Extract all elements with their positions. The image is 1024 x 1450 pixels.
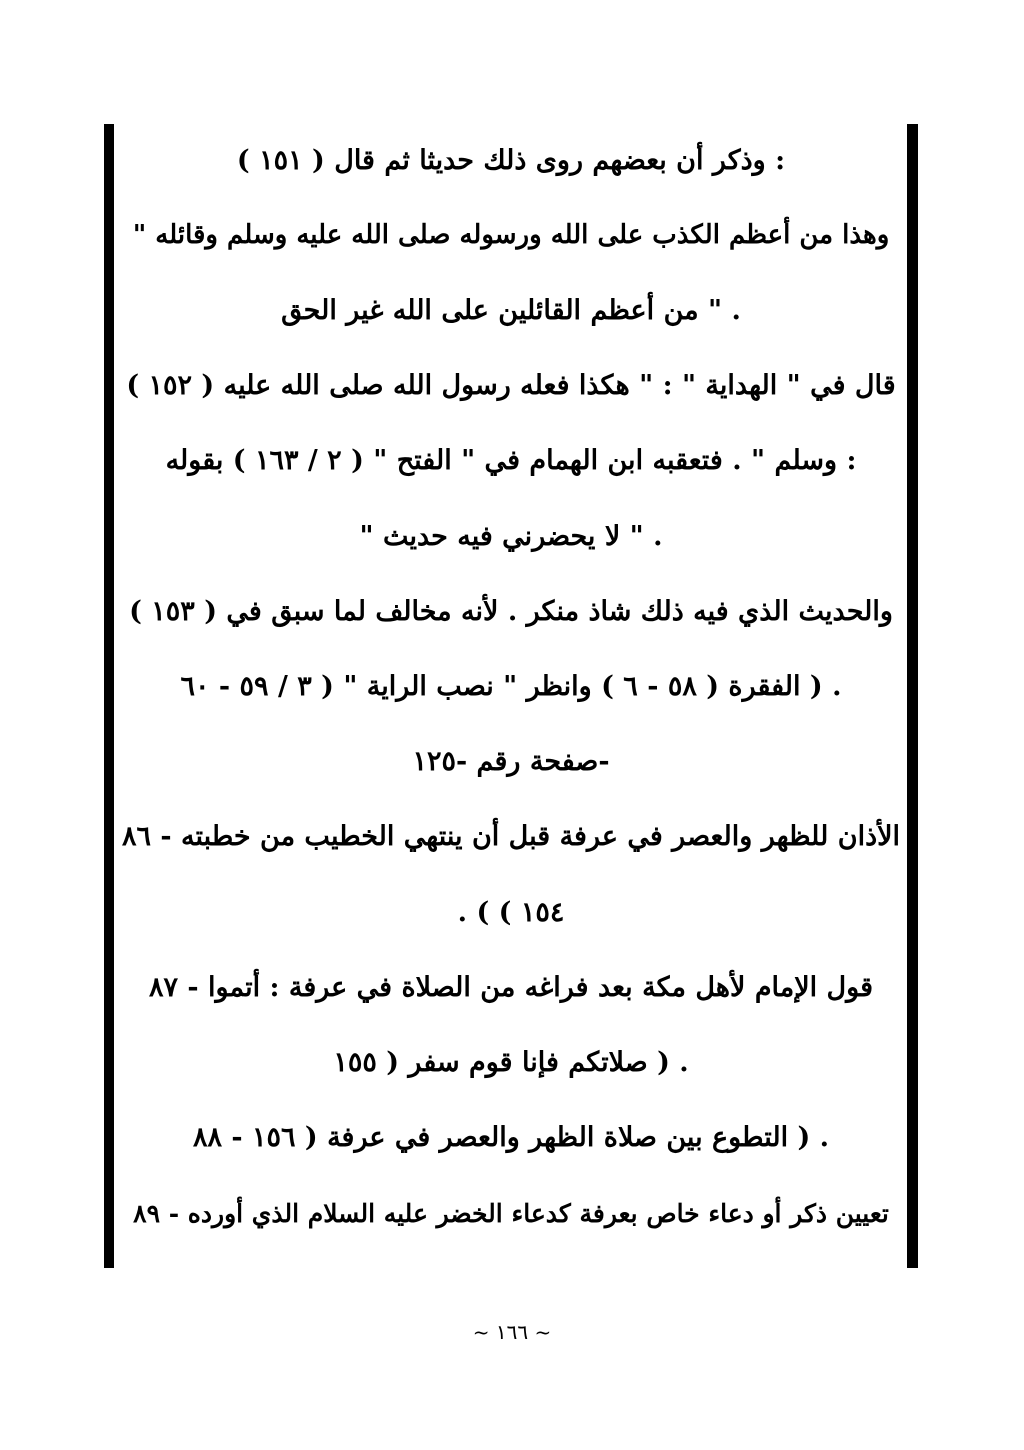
text-line: . " من أعظم القائلين على الله غير الحق	[281, 294, 741, 326]
left-border-bar	[104, 124, 114, 1268]
text-line: قول الإمام لأهل مكة بعد فراغه من الصلاة في عرفة : أتموا - ٨٧	[149, 971, 874, 1003]
text-line: . ( الفقرة ( ٥٨ - ٦ ) وانظر " نصب الراية " ( ٣ / ٥٩ - ٦٠	[180, 670, 842, 702]
text-line: وهذا من أعظم الكذب على الله ورسوله صلى الله عليه وسلم وقائله "	[132, 220, 890, 251]
text-line: والحديث الذي فيه ذلك شاذ منكر . لأنه مخالف لما سبق في ( ١٥٣ )	[129, 595, 893, 627]
text-line: الأذان للظهر والعصر في عرفة قبل أن ينتهي الخطيب من خطبته - ٨٦	[121, 820, 900, 852]
text-line: . ( ( ١٥٤	[457, 896, 565, 928]
text-line: : وسلم " . فتعقبه ابن الهمام في " الفتح " ( ٢ / ١٦٣ ) بقوله	[165, 444, 857, 476]
text-line: . " لا يحضرني فيه حديث "	[359, 520, 663, 552]
text-line: قال في " الهداية " : " هكذا فعله رسول الله صلى الله عليه ( ١٥٢ )	[126, 369, 896, 401]
right-border-bar	[907, 124, 918, 1268]
text-line: : وذكر أن بعضهم روى ذلك حديثا ثم قال ( ١٥١ )	[236, 144, 786, 176]
page-reference: -صفحة رقم -١٢٥	[412, 745, 610, 777]
text-line: . ( التطوع بين صلاة الظهر والعصر في عرفة ( ١٥٦ - ٨٨	[192, 1121, 830, 1153]
page-frame	[104, 124, 918, 1268]
page-number: ~ ١٦٦ ~	[472, 1320, 552, 1344]
text-line: . ( صلاتكم فإنا قوم سفر ( ١٥٥	[333, 1046, 689, 1078]
text-line: تعيين ذكر أو دعاء خاص بعرفة كدعاء الخضر عليه السلام الذي أورده - ٨٩	[133, 1199, 889, 1228]
